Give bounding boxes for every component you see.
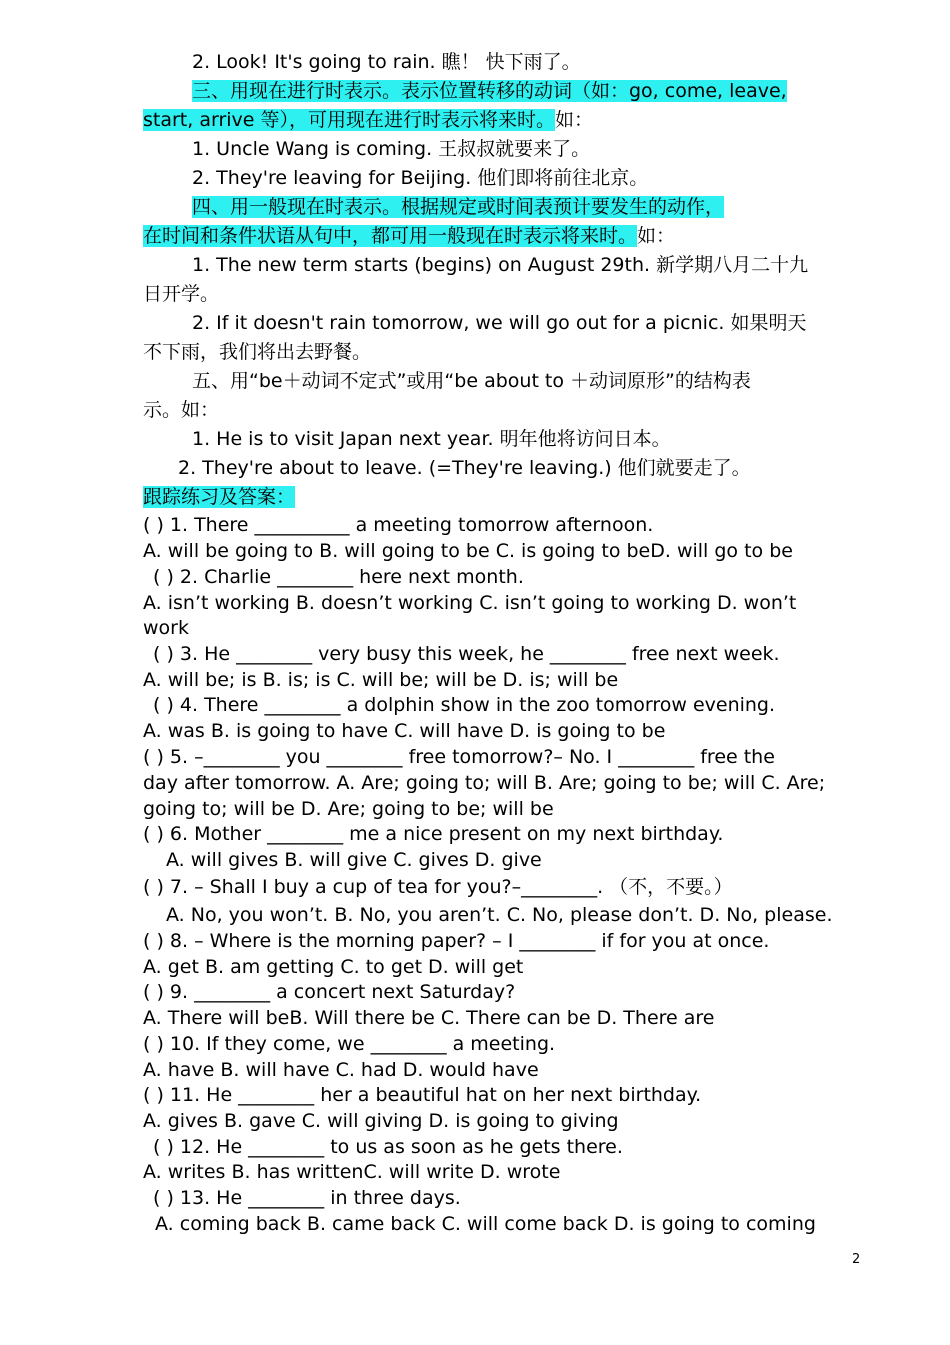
- text-line: 1. Uncle Wang is coming. 王叔叔就要来了。: [192, 138, 591, 160]
- question-line: ( ) 7. – Shall I buy a cup of tea for you?–________. （不，不要。）: [143, 876, 733, 898]
- options-line: A. No, you won’t. B. No, you aren’t. C. No, please don’t. D. No, please.: [166, 904, 833, 926]
- section-heading: start, arrive 等），可用现在进行时表示将来时。如：: [143, 109, 594, 131]
- question-line: ( ) 13. He ________ in three days.: [153, 1187, 461, 1209]
- question-line: ( ) 8. – Where is the morning paper? – I ________ if for you at once.: [143, 930, 770, 952]
- text-line: 示。如：: [143, 399, 220, 421]
- options-line: work: [143, 617, 189, 639]
- options-line: A. There will beB. Will there be C. There can be D. There are: [143, 1007, 715, 1029]
- options-line: A. will be going to B. will going to be C. is going to beD. will go to be: [143, 540, 793, 562]
- options-line: A. gives B. gave C. will giving D. is going to giving: [143, 1110, 619, 1132]
- question-line: ( ) 3. He ________ very busy this week, he ________ free next week.: [153, 643, 780, 665]
- question-line: ( ) 9. ________ a concert next Saturday?: [143, 981, 516, 1003]
- question-line: ( ) 2. Charlie ________ here next month.: [153, 566, 524, 588]
- text-line: 2. They're about to leave. (=They're leaving.) 他们就要走了。: [178, 457, 751, 479]
- question-line: ( ) 1. There __________ a meeting tomorrow afternoon.: [143, 514, 654, 536]
- options-line: day after tomorrow. A. Are; going to; will B. Are; going to be; will C. Are;: [143, 772, 826, 794]
- page-number: 2: [852, 1252, 861, 1267]
- options-line: A. have B. will have C. had D. would have: [143, 1059, 539, 1081]
- question-line: ( ) 5. –________ you ________ free tomorrow?– No. I ________ free the: [143, 746, 775, 768]
- text-line: 1. The new term starts (begins) on August 29th. 新学期八月二十九: [192, 254, 809, 276]
- question-line: ( ) 10. If they come, we ________ a meeting.: [143, 1033, 556, 1055]
- question-line: ( ) 6. Mother ________ me a nice present on my next birthday.: [143, 823, 724, 845]
- question-line: ( ) 12. He ________ to us as soon as he gets there.: [153, 1136, 623, 1158]
- options-line: A. will gives B. will give C. gives D. give: [166, 849, 542, 871]
- section-heading: 五、用“be＋动词不定式”或用“be about to ＋动词原形”的结构表: [192, 370, 751, 392]
- text-line: 1. He is to visit Japan next year. 明年他将访问日本。: [192, 428, 671, 450]
- section-heading: 三、用现在进行时表示。表示位置转移的动词（如：go, come, leave,: [192, 80, 787, 102]
- text-line: 2. They're leaving for Beijing. 他们即将前往北京。: [192, 167, 649, 189]
- exercise-heading: 跟踪练习及答案：: [143, 486, 296, 508]
- options-line: A. coming back B. came back C. will come back D. is going to coming: [155, 1213, 816, 1235]
- options-line: A. writes B. has writtenC. will write D. wrote: [143, 1161, 561, 1183]
- text-line: 不下雨，我们将出去野餐。: [143, 341, 372, 363]
- section-heading: 在时间和条件状语从句中，都可用一般现在时表示将来时。如：: [143, 225, 676, 247]
- text-line: 2. Look! It's going to rain. 瞧！ 快下雨了。: [192, 51, 581, 73]
- options-line: A. will be; is B. is; is C. will be; will be D. is; will be: [143, 669, 619, 691]
- question-line: ( ) 4. There ________ a dolphin show in the zoo tomorrow evening.: [153, 694, 776, 716]
- options-line: A. was B. is going to have C. will have D. is going to be: [143, 720, 666, 742]
- options-line: going to; will be D. Are; going to be; will be: [143, 798, 554, 820]
- text-line: 2. If it doesn't rain tomorrow, we will go out for a picnic. 如果明天: [192, 312, 807, 334]
- section-heading: 四、用一般现在时表示。根据规定或时间表预计要发生的动作，: [192, 196, 725, 218]
- question-line: ( ) 11. He ________ her a beautiful hat on her next birthday.: [143, 1084, 702, 1106]
- text-line: 日开学。: [143, 283, 220, 305]
- options-line: A. isn’t working B. doesn’t working C. isn’t going to working D. won’t: [143, 592, 797, 614]
- options-line: A. get B. am getting C. to get D. will get: [143, 956, 524, 978]
